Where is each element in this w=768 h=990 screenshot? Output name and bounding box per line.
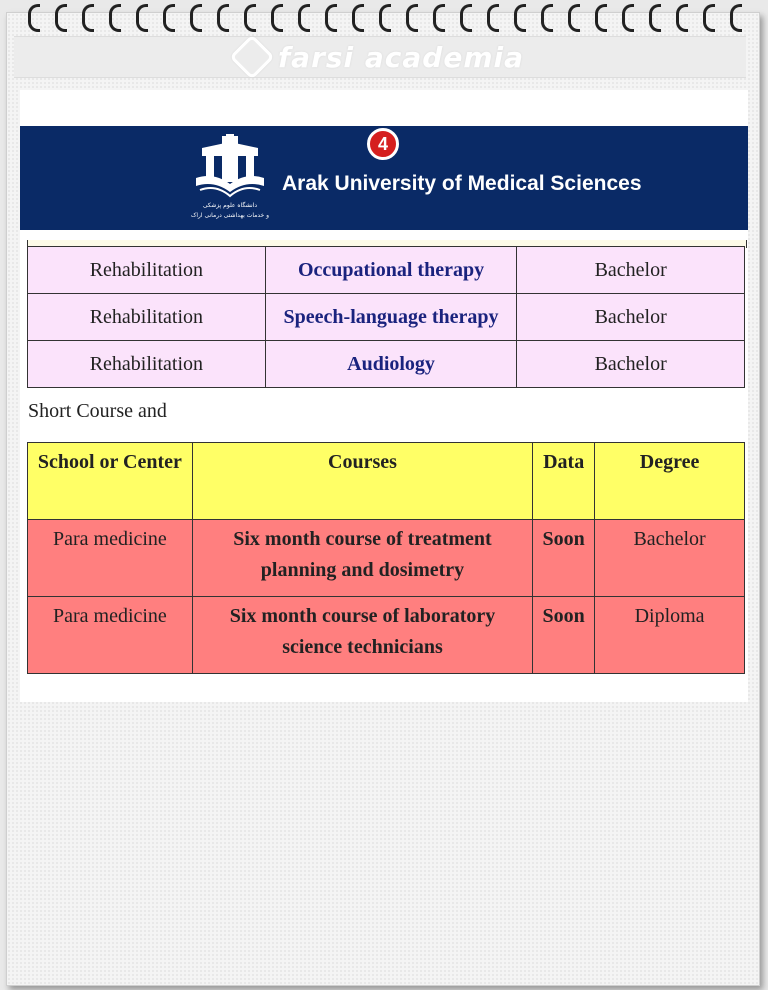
ring-icon	[190, 4, 202, 32]
ring-icon	[460, 4, 472, 32]
course-cell: Occupational therapy	[265, 247, 517, 294]
ring-icon	[595, 4, 607, 32]
table-row	[28, 520, 745, 597]
ring-icon	[244, 4, 256, 32]
header-degree: Degree	[595, 443, 745, 520]
school-cell: Rehabilitation	[28, 247, 266, 294]
data-cell: Soon	[533, 520, 595, 597]
watermark-text: farsi academia	[278, 40, 524, 74]
course-cell: Audiology	[265, 341, 517, 388]
ring-icon	[55, 4, 67, 32]
ring-icon	[676, 4, 688, 32]
university-banner	[20, 126, 748, 230]
ring-icon	[163, 4, 175, 32]
degree-cell: Bachelor	[595, 520, 745, 597]
logo-caption-line2: و خدمات بهداشتی درمانی اراک	[190, 212, 270, 219]
data-cell: Soon	[533, 597, 595, 674]
table-row	[28, 341, 745, 388]
degree-cell: Bachelor	[517, 341, 745, 388]
ring-icon	[136, 4, 148, 32]
ring-icon	[649, 4, 661, 32]
ring-icon	[271, 4, 283, 32]
watermark-logo-icon	[229, 34, 274, 79]
school-cell: Rehabilitation	[28, 294, 266, 341]
course-cell: Speech-language therapy	[265, 294, 517, 341]
course-cell: Six month course of treatment planning and dosimetry	[192, 520, 532, 597]
degree-cell: Bachelor	[517, 294, 745, 341]
ring-icon	[406, 4, 418, 32]
degree-cell: Diploma	[595, 597, 745, 674]
header-data: Data	[533, 443, 595, 520]
ring-icon	[379, 4, 391, 32]
ring-icon	[298, 4, 310, 32]
ring-icon	[568, 4, 580, 32]
ring-icon	[433, 4, 445, 32]
ring-icon	[730, 4, 742, 32]
ring-icon	[703, 4, 715, 32]
short-courses-table	[27, 442, 745, 674]
spiral-binding	[0, 0, 768, 30]
ring-icon	[487, 4, 499, 32]
ring-icon	[325, 4, 337, 32]
programs-table	[27, 246, 745, 388]
course-cell: Six month course of laboratory science technicians	[192, 597, 532, 674]
logo-caption-line1: دانشگاه علوم پزشکی	[202, 202, 258, 209]
banner-title: Arak University of Medical Sciences	[282, 172, 642, 195]
document-page	[20, 90, 748, 702]
table-row	[28, 247, 745, 294]
ring-icon	[352, 4, 364, 32]
ring-icon	[541, 4, 553, 32]
school-cell: Para medicine	[28, 597, 193, 674]
ring-icon	[82, 4, 94, 32]
ring-icon	[28, 4, 40, 32]
degree-cell: Bachelor	[517, 247, 745, 294]
number-badge: 4	[367, 128, 399, 160]
watermark-band	[14, 36, 746, 78]
school-cell: Para medicine	[28, 520, 193, 597]
table-row	[28, 597, 745, 674]
header-school: School or Center	[28, 443, 193, 520]
header-courses: Courses	[192, 443, 532, 520]
ring-icon	[109, 4, 121, 32]
ring-icon	[622, 4, 634, 32]
table-row	[28, 294, 745, 341]
school-cell: Rehabilitation	[28, 341, 266, 388]
short-course-label: Short Course and	[28, 400, 167, 422]
ring-icon	[217, 4, 229, 32]
ring-icon	[514, 4, 526, 32]
table-header-row	[28, 443, 745, 520]
